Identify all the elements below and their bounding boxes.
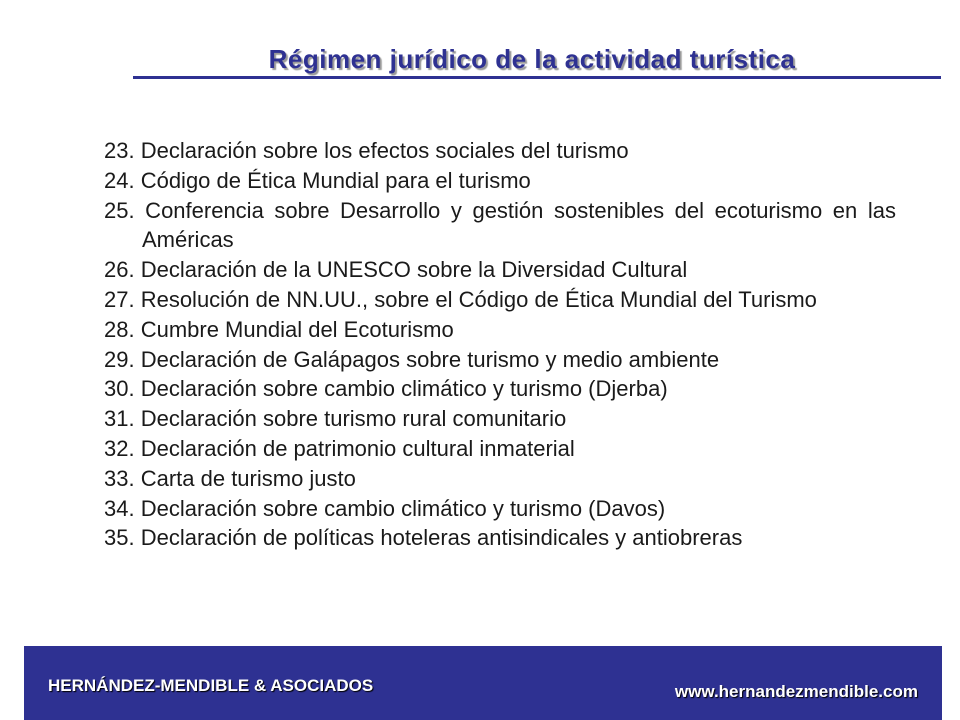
list-item: 24. Código de Ética Mundial para el turismo <box>104 167 531 193</box>
list-item: 32. Declaración de patrimonio cultural inmaterial <box>104 435 575 461</box>
title-underline <box>133 76 941 79</box>
footer-bar <box>24 646 942 720</box>
list-item: 31. Declaración sobre turismo rural comunitario <box>104 406 567 432</box>
list-item: 23. Declaración sobre los efectos sociales del turismo <box>104 138 629 163</box>
list-item: 30. Declaración sobre cambio climático y turismo (Djerba) <box>104 376 668 402</box>
page-title: Régimen jurídico de la actividad turística <box>268 44 796 74</box>
list-item: 26. Declaración de la UNESCO sobre la Diversidad Cultural <box>104 257 688 283</box>
list-item: 35. Declaración de políticas hoteleras antisindicales y antiobreras <box>104 525 743 551</box>
list-item: 29. Declaración de Galápagos sobre turismo y medio ambiente <box>104 346 720 372</box>
list-item: 33. Carta de turismo justo <box>104 465 356 491</box>
declarations-list <box>104 136 896 553</box>
list-item: 25. Conferencia sobre Desarrollo y gestión sostenibles del ecoturismo en las Américas <box>104 197 896 253</box>
list-item: 34. Declaración sobre cambio climático y turismo (Davos) <box>104 495 666 521</box>
list-item: 28. Cumbre Mundial del Ecoturismo <box>104 316 454 342</box>
firm-name: HERNÁNDEZ-MENDIBLE & ASOCIADOS <box>48 676 374 695</box>
website-link[interactable]: www.hernandezmendible.com <box>674 682 918 701</box>
list-item: 27. Resolución de NN.UU., sobre el Código de Ética Mundial del Turismo <box>104 286 817 312</box>
